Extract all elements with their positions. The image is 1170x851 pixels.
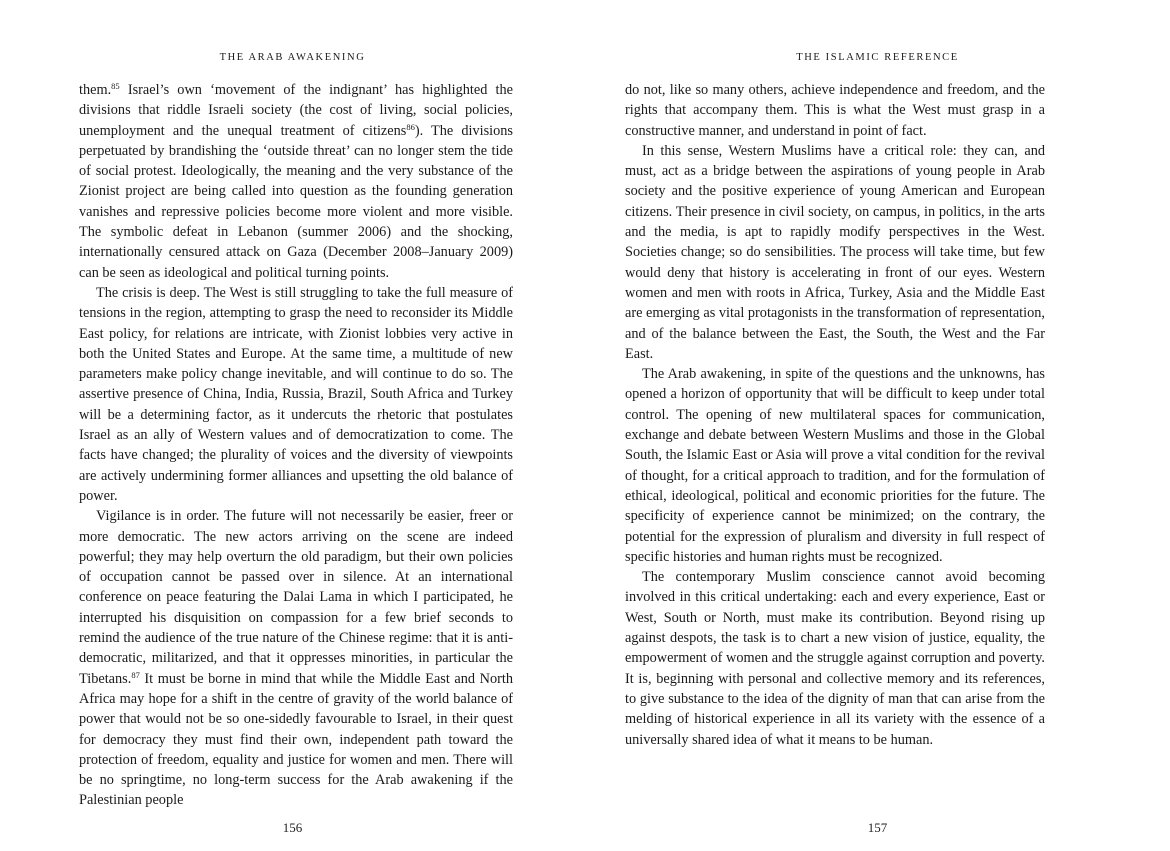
footnote-ref: 85: [111, 81, 120, 91]
text-run: them.: [79, 82, 112, 98]
paragraph: [625, 567, 1045, 750]
body-text: [625, 80, 1045, 750]
paragraph: [625, 80, 1045, 141]
page-number: 156: [282, 820, 303, 835]
paragraph: [79, 506, 513, 810]
page-number: 157: [867, 820, 888, 835]
paragraph: [79, 283, 513, 506]
running-head: THE ISLAMIC REFERENCE: [796, 52, 959, 63]
paragraph: [625, 364, 1045, 567]
footnote-ref: 87: [131, 669, 140, 680]
body-text: [79, 80, 513, 811]
text-run: The crisis is deep. The West is still struggling to take the full measure of tensions in the region, attempting to grasp the need to reconsider its Middle East policy, for relations are intricate, with Zionist lobbies very active in both the United States and Europe. At the same time, a multitude of new parameters make policy change inevitable, and will continue to do so. The assertive presence of China, India, Russia, Brazil, South Africa and Turkey will be a determining factor, as it undercuts the rhetoric that postulates Israel as an ally of Western values and of democratization to come. The facts have changed; the plurality of voices and the diversity of viewpoints are actively undermining former alliances and upsetting the old balance of power.: [79, 284, 513, 504]
text-run: Vigilance is in order. The future will not necessarily be easier, freer or more democratic. The new actors arriving on the scene are indeed powerful; they may help overturn the old paradigm, but their own policies of occupation cannot be passed over in silence. At an international conference on peace featuring the Dalai Lama in which I participated, he interrupted his disquisition on compassion for a few brief seconds to remind the audience of the true nature of the Chinese regime: that it is anti-democratic, militarized, and that it oppresses minorities, in particular the Tibetans.: [79, 508, 513, 687]
text-run: The contemporary Muslim conscience cannot avoid becoming involved in this critical undertaking: each and every experience, East or West, South or North, must make its contribution. Beyond rising up against despots, the task is to chart a new vision of justice, equality, the empowerment of women and the struggle against corruption and poverty. It is, beginning with personal and collective memory and its references, to give substance to the idea of the dignity of man that can arise from the melding of historical experience in all its variety with the essence of a universally shared idea of what it means to be human.: [625, 569, 1045, 748]
footnote-ref: 86: [406, 121, 415, 132]
text-run: The Arab awakening, in spite of the questions and the unknowns, has opened a horizon of opportunity that will be difficult to keep under total control. The opening of new multilateral spaces for communication, exchange and debate between Western Muslims and those in the Global South, the Islamic East or Asia will prove a vital condition for the revival of thought, for a critical approach to tradition, and for the formulation of ethical, ideological, political and economic priorities for the future. The specificity of experience cannot be minimized; on the contrary, the potential for the expression of pluralism and diversity in full respect of specific histories and human rights must be recognized.: [625, 366, 1045, 565]
right-page: [585, 0, 1170, 851]
text-run: In this sense, Western Muslims have a critical role: they can, and must, act as a bridge between the aspirations of young people in Arab society and the positive experience of young American and European citizens. Their presence in civil society, on campus, in politics, in the arts and the media, is apt to rapidly modify perspectives in the West. Societies change; so do sensibilities. The process will take time, but few would deny that history is accelerating in front of our eyes. Western women and men with roots in Africa, Turkey, Asia and the Middle East are emerging as vital protagonists in the transformation of representation, and of the balance between the East, the South, the West and the Far East.: [625, 142, 1045, 362]
text-run: ). The divisions perpetuated by brandishing the ‘outside threat’ can no longer stem the tide of social protest. Ideologically, the meaning and the very substance of the Zionist project are being called into question as the founding generation vanishes and repressive policies become more violent and more visible. The symbolic defeat in Lebanon (summer 2006) and the shocking, internationally censured attack on Gaza (December 2008–January 2009) can be seen as ideological and political turning points.: [79, 122, 514, 281]
text-run: Israel’s own ‘movement of the indignant’ has highlighted the divisions that riddle Israeli society (the cost of living, social policies, unemployment and the unequal treatment of citizens: [79, 82, 513, 139]
text-run: It must be borne in mind that while the Middle East and North Africa may hope for a shift in the centre of gravity of the world balance of power that would not be so one-sidedly favourable to Israel, in their quest for democracy they must find their own, independent path toward the protection of freedom, equality and justice for women and men. There will be no springtime, no long-term success for the Arab awakening if the Palestinian people: [79, 670, 513, 809]
running-head: THE ARAB AWAKENING: [219, 52, 366, 63]
paragraph: [625, 141, 1045, 364]
paragraph: [79, 80, 513, 283]
text-run: do not, like so many others, achieve independence and freedom, and the rights that accompany them. This is what the West must grasp in a constructive manner, and understand in point of fact.: [625, 82, 1045, 139]
